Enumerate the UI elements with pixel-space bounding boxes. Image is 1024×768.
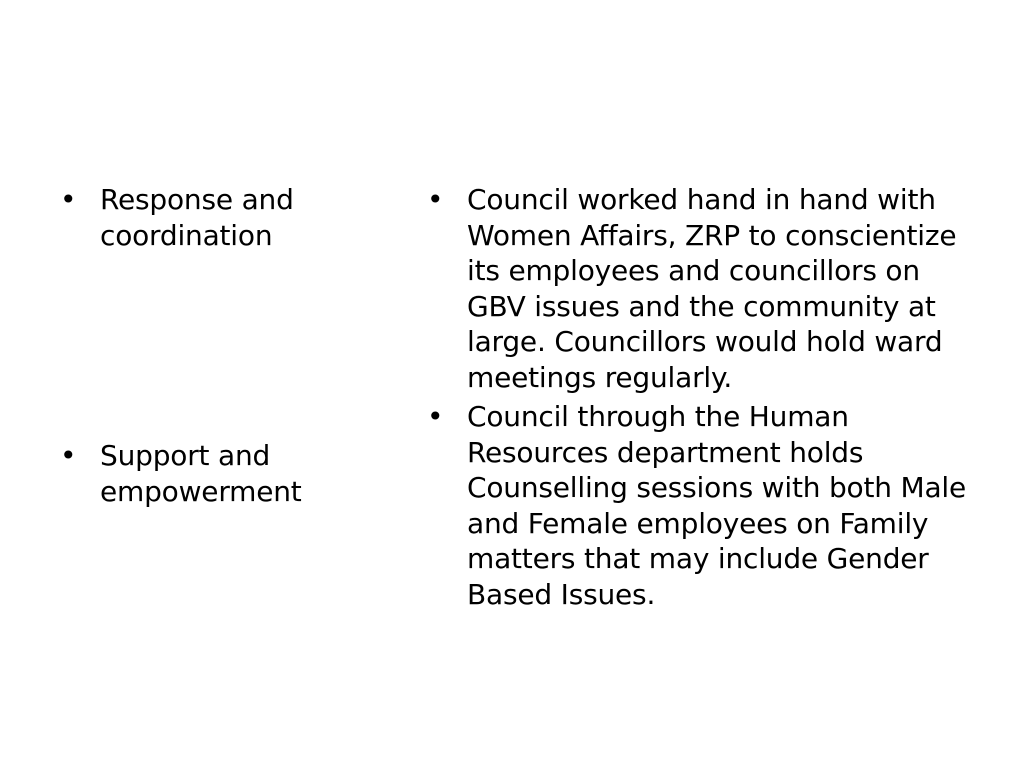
bullet-text: Council worked hand in hand with Women Affairs, ZRP to conscientize its employees and councillors on GBV issues and the community at large. Councillors would hold ward meetings regularly. — [467, 183, 957, 394]
bullet-item-council-women-affairs — [427, 182, 987, 395]
bullet-icon: • — [427, 400, 444, 433]
bullet-icon: • — [60, 183, 77, 216]
bullet-item-response-coordination — [60, 182, 400, 253]
right-column — [427, 182, 987, 612]
bullet-text: Support and empowerment — [100, 439, 302, 508]
bullet-text: Council through the Human Resources department holds Counselling sessions with both Male and Female employees on Family matters that may include Gender Based Issues. — [467, 400, 967, 611]
bullet-icon: • — [60, 439, 77, 472]
bullet-text: Response and coordination — [100, 183, 294, 252]
bullet-item-support-empowerment — [60, 438, 400, 509]
bullet-icon: • — [427, 183, 444, 216]
bullet-item-council-human-resources — [427, 399, 987, 612]
left-column — [60, 182, 400, 509]
